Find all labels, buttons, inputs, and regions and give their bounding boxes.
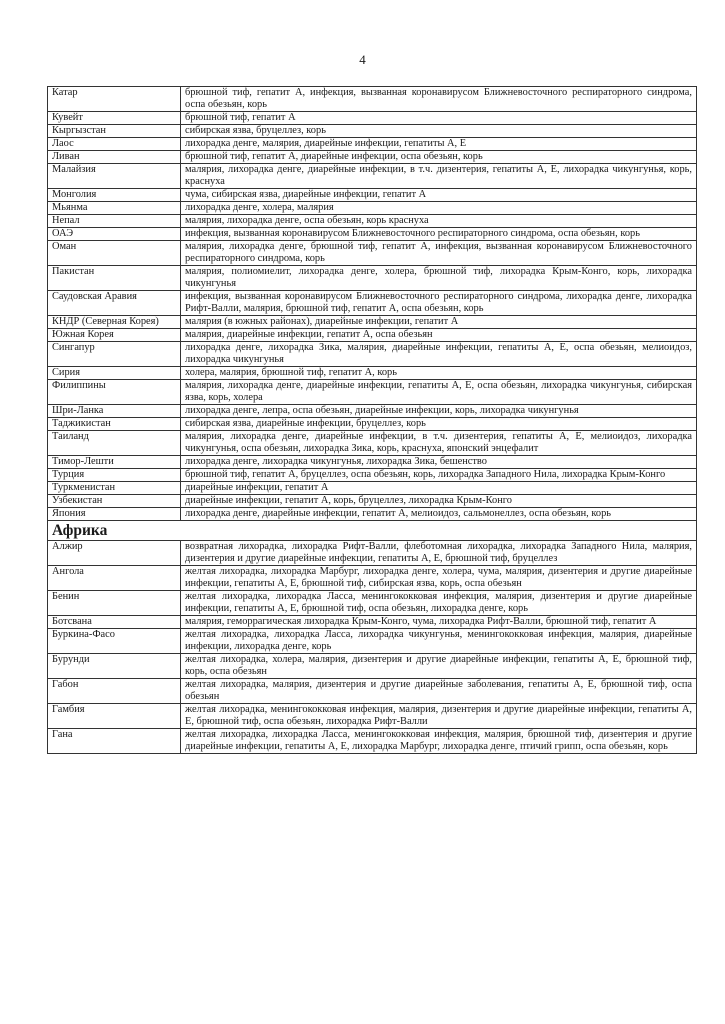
- country-cell: Южная Корея: [48, 329, 181, 342]
- country-cell: ОАЭ: [48, 228, 181, 241]
- table-row: [48, 342, 697, 367]
- table-row: [48, 87, 697, 112]
- table-row: [48, 138, 697, 151]
- diseases-cell: брюшной тиф, гепатит А: [181, 112, 697, 125]
- country-cell: Тимор-Лешти: [48, 456, 181, 469]
- diseases-cell: брюшной тиф, гепатит А, бруцеллез, оспа обезьян, корь, лихорадка Западного Нила, лихорадка Крым-Конго: [181, 469, 697, 482]
- diseases-cell: брюшной тиф, гепатит А, диарейные инфекции, оспа обезьян, корь: [181, 151, 697, 164]
- table-row: [48, 469, 697, 482]
- disease-table: [47, 86, 697, 754]
- country-cell: Таиланд: [48, 431, 181, 456]
- country-cell: Ангола: [48, 566, 181, 591]
- table-row: [48, 367, 697, 380]
- diseases-cell: лихорадка денге, лихорадка чикунгунья, лихорадка Зика, бешенство: [181, 456, 697, 469]
- table-row: [48, 431, 697, 456]
- country-cell: Сингапур: [48, 342, 181, 367]
- table-row: [48, 189, 697, 202]
- table-row: [48, 679, 697, 704]
- country-cell: Непал: [48, 215, 181, 228]
- table-row: [48, 729, 697, 754]
- table-row: [48, 291, 697, 316]
- table-row: [48, 566, 697, 591]
- table-row: [48, 125, 697, 138]
- table-row: [48, 151, 697, 164]
- country-cell: Монголия: [48, 189, 181, 202]
- country-cell: Лаос: [48, 138, 181, 151]
- africa-rows: [48, 541, 697, 754]
- country-cell: Шри-Ланка: [48, 405, 181, 418]
- diseases-cell: малярия, диарейные инфекции, гепатит А, оспа обезьян: [181, 329, 697, 342]
- diseases-cell: малярия, лихорадка денге, диарейные инфекции, в т.ч. дизентерия, гепатиты А, Е, мелиоидоз, лихорадка чикунгунья, оспа обезьян, лихорадка Зика, корь, краснуха, японский энцефалит: [181, 431, 697, 456]
- diseases-cell: брюшной тиф, гепатит А, инфекция, вызванная коронавирусом Ближневосточного респираторного синдрома, оспа обезьян, корь: [181, 87, 697, 112]
- country-cell: Саудовская Аравия: [48, 291, 181, 316]
- table-row: [48, 616, 697, 629]
- diseases-cell: сибирская язва, диарейные инфекции, бруцеллез, корь: [181, 418, 697, 431]
- country-cell: Турция: [48, 469, 181, 482]
- diseases-cell: малярия, лихорадка денге, диарейные инфекции, в т.ч. дизентерия, гепатиты А, Е, лихорадка чикунгунья, корь, краснуха: [181, 164, 697, 189]
- diseases-cell: малярия, полиомиелит, лихорадка денге, холера, брюшной тиф, лихорадка Крым-Конго, корь, лихорадка чикунгунья: [181, 266, 697, 291]
- diseases-cell: лихорадка денге, диарейные инфекции, гепатит А, мелиоидоз, сальмонеллез, оспа обезьян, корь: [181, 508, 697, 521]
- country-cell: Оман: [48, 241, 181, 266]
- diseases-cell: возвратная лихорадка, лихорадка Рифт-Валли, флеботомная лихорадка, лихорадка Западного Нила, малярия, дизентерия и другие диарейные инфекции, гепатиты А, Е, брюшной тиф, бруцеллез: [181, 541, 697, 566]
- section-heading-row: [48, 521, 697, 541]
- table-row: [48, 380, 697, 405]
- diseases-cell: малярия (в южных районах), диарейные инфекции, гепатит А: [181, 316, 697, 329]
- country-cell: Габон: [48, 679, 181, 704]
- diseases-cell: малярия, лихорадка денге, диарейные инфекции, гепатиты А, Е, оспа обезьян, лихорадка чикунгунья, сибирская язва, корь, холера: [181, 380, 697, 405]
- table-row: [48, 541, 697, 566]
- diseases-cell: желтая лихорадка, лихорадка Ласса, лихорадка чикунгунья, менингококковая инфекция, малярия, диарейные инфекции, лихорадка денге, корь: [181, 629, 697, 654]
- diseases-cell: лихорадка денге, лихорадка Зика, малярия, диарейные инфекции, гепатиты А, Е, оспа обезьян, мелиоидоз, лихорадка чикунгунья: [181, 342, 697, 367]
- diseases-cell: диарейные инфекции, гепатит А: [181, 482, 697, 495]
- country-cell: Мьянма: [48, 202, 181, 215]
- table-row: [48, 266, 697, 291]
- country-cell: Малайзия: [48, 164, 181, 189]
- table-row: [48, 508, 697, 521]
- diseases-cell: чума, сибирская язва, диарейные инфекции, гепатит А: [181, 189, 697, 202]
- table-row: [48, 591, 697, 616]
- table-row: [48, 215, 697, 228]
- diseases-cell: лихорадка денге, малярия, диарейные инфекции, гепатиты А, Е: [181, 138, 697, 151]
- diseases-cell: лихорадка денге, лепра, оспа обезьян, диарейные инфекции, корь, лихорадка чикунгунья: [181, 405, 697, 418]
- country-cell: Таджикистан: [48, 418, 181, 431]
- country-cell: Алжир: [48, 541, 181, 566]
- table-row: [48, 112, 697, 125]
- diseases-cell: инфекция, вызванная коронавирусом Ближневосточного респираторного синдрома, лихорадка денге, лихорадка Рифт-Валли, малярия, брюшной тиф, гепатит А, оспа обезьян, корь: [181, 291, 697, 316]
- diseases-cell: желтая лихорадка, малярия, дизентерия и другие диарейные заболевания, гепатиты А, Е, брюшной тиф, оспа обезьян: [181, 679, 697, 704]
- table-row: [48, 482, 697, 495]
- table-row: [48, 418, 697, 431]
- country-cell: Кыргызстан: [48, 125, 181, 138]
- table-row: [48, 704, 697, 729]
- diseases-cell: малярия, лихорадка денге, брюшной тиф, гепатит А, инфекция, вызванная коронавирусом Ближневосточного респираторного синдрома, корь: [181, 241, 697, 266]
- country-cell: Япония: [48, 508, 181, 521]
- country-cell: Ботсвана: [48, 616, 181, 629]
- section-heading-africa: Африка: [48, 521, 697, 541]
- table-row: [48, 629, 697, 654]
- diseases-cell: лихорадка денге, холера, малярия: [181, 202, 697, 215]
- country-cell: Бурунди: [48, 654, 181, 679]
- country-cell: Туркменистан: [48, 482, 181, 495]
- table-row: [48, 405, 697, 418]
- africa-section: [48, 521, 697, 541]
- diseases-cell: сибирская язва, бруцеллез, корь: [181, 125, 697, 138]
- table-row: [48, 202, 697, 215]
- diseases-cell: желтая лихорадка, менингококковая инфекция, малярия, дизентерия и другие диарейные инфекции, гепатиты А, Е, брюшной тиф, оспа обезьян, лихорадка Рифт-Валли: [181, 704, 697, 729]
- page-number: 4: [359, 52, 366, 67]
- diseases-cell: малярия, лихорадка денге, оспа обезьян, корь краснуха: [181, 215, 697, 228]
- table-row: [48, 495, 697, 508]
- country-cell: Пакистан: [48, 266, 181, 291]
- diseases-cell: желтая лихорадка, лихорадка Ласса, менингококковая инфекция, малярия, дизентерия и другие диарейные инфекции, гепатиты А, Е, брюшной тиф, оспа обезьян, лихорадка денге, корь: [181, 591, 697, 616]
- diseases-cell: желтая лихорадка, лихорадка Ласса, менингококковая инфекция, малярия, брюшной тиф, дизентерия и другие диарейные инфекции, гепатиты А, Е, лихорадка Марбург, лихорадка денге, птичий грипп, оспа обезьян, корь: [181, 729, 697, 754]
- country-cell: Филиппины: [48, 380, 181, 405]
- country-cell: Буркина-Фасо: [48, 629, 181, 654]
- table-row: [48, 456, 697, 469]
- diseases-cell: желтая лихорадка, лихорадка Марбург, лихорадка денге, холера, чума, малярия, дизентерия и другие диарейные инфекции, гепатиты А, Е, брюшной тиф, сибирская язва, корь, оспа обезьян: [181, 566, 697, 591]
- country-cell: Ливан: [48, 151, 181, 164]
- country-cell: Катар: [48, 87, 181, 112]
- table-row: [48, 654, 697, 679]
- diseases-cell: диарейные инфекции, гепатит А, корь, бруцеллез, лихорадка Крым-Конго: [181, 495, 697, 508]
- country-cell: Узбекистан: [48, 495, 181, 508]
- table-row: [48, 316, 697, 329]
- table-row: [48, 329, 697, 342]
- table-row: [48, 241, 697, 266]
- diseases-cell: малярия, геморрагическая лихорадка Крым-Конго, чума, лихорадка Рифт-Валли, брюшной тиф, гепатит А: [181, 616, 697, 629]
- table-row: [48, 228, 697, 241]
- country-cell: КНДР (Северная Корея): [48, 316, 181, 329]
- country-cell: Сирия: [48, 367, 181, 380]
- diseases-cell: инфекция, вызванная коронавирусом Ближневосточного респираторного синдрома, оспа обезьян, корь: [181, 228, 697, 241]
- country-cell: Гана: [48, 729, 181, 754]
- asia-rows: [48, 87, 697, 521]
- country-cell: Гамбия: [48, 704, 181, 729]
- diseases-cell: желтая лихорадка, холера, малярия, дизентерия и другие диарейные инфекции, гепатиты А, Е, брюшной тиф, корь, оспа обезьян: [181, 654, 697, 679]
- diseases-cell: холера, малярия, брюшной тиф, гепатит А, корь: [181, 367, 697, 380]
- country-cell: Кувейт: [48, 112, 181, 125]
- country-cell: Бенин: [48, 591, 181, 616]
- table-row: [48, 164, 697, 189]
